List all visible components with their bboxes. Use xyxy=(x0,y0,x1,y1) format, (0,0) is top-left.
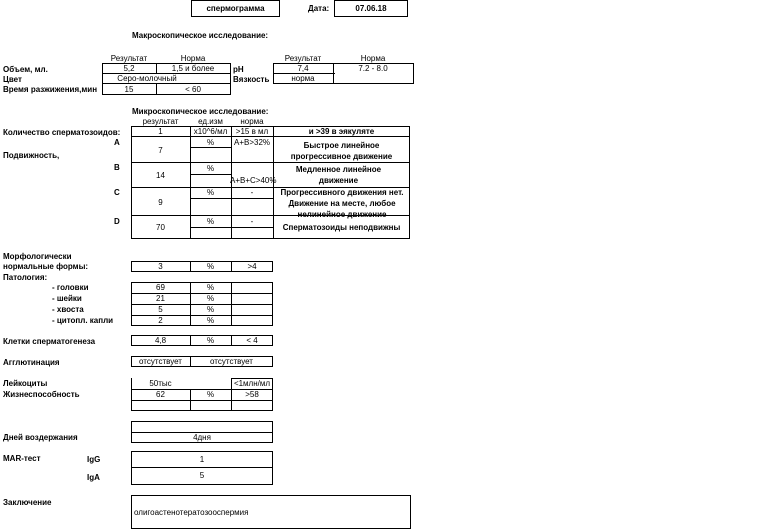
micro-col-result: результат xyxy=(142,117,179,126)
micro-col-unit: ед.изм xyxy=(198,117,223,126)
pathology-neck-label: - шейки xyxy=(52,294,82,303)
agglutination-label: Агглютинация xyxy=(3,358,60,367)
motility-letter-b: B xyxy=(114,163,120,172)
liquefaction-norm: < 60 xyxy=(185,85,201,94)
conclusion-label: Заключение xyxy=(3,498,52,507)
macro-col-norm-right: Норма xyxy=(360,54,386,63)
abstinence-value: 4дня xyxy=(193,433,211,442)
motility-a-norm: A+B>32% xyxy=(233,138,271,147)
motility-letter-c: C xyxy=(114,188,120,197)
motility-b-unit: % xyxy=(206,164,215,173)
sperm-cells-unit: % xyxy=(206,336,215,345)
viability-unit: % xyxy=(206,390,215,399)
sperm-cells-value: 4,8 xyxy=(154,336,167,345)
volume-value: 5,2 xyxy=(123,64,135,73)
mar-iga-label: IgA xyxy=(87,473,100,482)
ph-norm: 7.2 - 8.0 xyxy=(358,64,388,73)
leukocytes-label: Лейкоциты xyxy=(3,379,48,388)
morph-label-1: Морфологически xyxy=(3,252,72,261)
motility-c-desc: Прогрессивного движения нет. Движение на месте, любое нелинейное движение xyxy=(280,188,404,219)
page-title: спермограмма xyxy=(206,4,265,13)
micro-col-norm: норма xyxy=(240,117,264,126)
color-value: Серо-молочный xyxy=(117,74,177,83)
date-label: Дата: xyxy=(308,4,330,13)
macro-col-result-right: Результат xyxy=(284,54,322,63)
pathology-head-value: 69 xyxy=(156,283,165,292)
viscosity-label: Вязкость xyxy=(233,75,270,84)
macro-col-result-left: Результат xyxy=(110,54,148,63)
macro-title: Макроскопическое исследование: xyxy=(132,31,269,40)
leukocytes-value: 50тыс xyxy=(149,379,172,388)
motility-b-desc: Медленное линейное движение xyxy=(295,165,382,185)
pathology-label: Патология: xyxy=(3,273,48,282)
viscosity-value: норма xyxy=(291,74,315,83)
motility-d-desc: Сперматозоиды неподвижны xyxy=(282,223,401,232)
motility-a-desc: Быстрое линейное прогрессивное движение xyxy=(290,141,393,161)
motility-b-value: 14 xyxy=(156,171,165,180)
pathology-head-label: - головки xyxy=(52,283,89,292)
sperm-cells-label: Клетки сперматогенеза xyxy=(3,337,96,346)
motility-c-value: 9 xyxy=(158,198,163,207)
count-label: Количество сперматозоидов: xyxy=(3,128,121,137)
motility-a-value: 7 xyxy=(158,146,163,155)
abstinence-label: Дней воздержания xyxy=(3,433,78,442)
pathology-droplet-label: - цитопл. капли xyxy=(52,316,114,325)
leukocytes-norm: <1млн/мл xyxy=(233,379,271,388)
motility-c-unit: % xyxy=(206,188,215,197)
mar-igg-value: 1 xyxy=(199,455,205,464)
micro-title: Микроскопическое исследование: xyxy=(132,107,269,116)
conclusion-value: олигоастенотератозооспермия xyxy=(134,508,249,517)
motility-d-unit: % xyxy=(206,217,215,226)
mar-igg-label: IgG xyxy=(87,455,101,464)
viability-value: 62 xyxy=(156,390,165,399)
pathology-tail-unit: % xyxy=(206,305,215,314)
pathology-tail-value: 5 xyxy=(158,305,163,314)
morph-label-2: нормальные формы: xyxy=(3,262,89,271)
liquefaction-label: Время разжижения,мин xyxy=(3,85,98,94)
volume-norm: 1,5 и более xyxy=(171,64,215,73)
motility-b-norm: A+B+C>40% xyxy=(230,176,277,185)
viability-norm: >58 xyxy=(245,390,259,399)
motility-d-value: 70 xyxy=(156,223,165,232)
viability-label: Жизнеспособность xyxy=(3,390,80,399)
motility-c-norm: - xyxy=(250,188,254,197)
sperm-cells-norm: < 4 xyxy=(246,336,258,345)
count-norm: >15 в мл xyxy=(235,127,269,136)
count-unit: x10^6/мл xyxy=(193,127,228,136)
motility-letter-a: A xyxy=(114,138,120,147)
color-label: Цвет xyxy=(3,75,22,84)
morph-normal-norm: >4 xyxy=(247,262,257,271)
agglutination-value: отсутствует xyxy=(139,357,182,366)
macro-col-norm-left: Норма xyxy=(180,54,206,63)
liquefaction-value: 15 xyxy=(124,85,134,94)
morph-normal-unit: % xyxy=(206,262,215,271)
agglutination-norm: отсутствует xyxy=(210,357,253,366)
pathology-neck-value: 21 xyxy=(156,294,165,303)
count-note: и >39 в эякуляте xyxy=(308,127,375,136)
mar-label: MAR-тест xyxy=(3,454,41,463)
motility-a-unit: % xyxy=(206,138,215,147)
pathology-droplet-unit: % xyxy=(206,316,215,325)
motility-label: Подвижность, xyxy=(3,151,60,160)
pathology-tail-label: - хвоста xyxy=(52,305,84,314)
count-value: 1 xyxy=(158,127,163,136)
motility-letter-d: D xyxy=(114,217,120,226)
volume-label: Объем, мл. xyxy=(3,65,48,74)
pathology-head-unit: % xyxy=(206,283,215,292)
morph-normal-value: 3 xyxy=(158,262,163,271)
pathology-droplet-value: 2 xyxy=(158,316,163,325)
ph-value: 7,4 xyxy=(297,64,309,73)
pathology-neck-unit: % xyxy=(206,294,215,303)
ph-label: pH xyxy=(233,65,244,74)
mar-iga-value: 5 xyxy=(199,471,205,480)
motility-d-norm: - xyxy=(250,217,254,226)
date-value: 07.06.18 xyxy=(355,4,387,13)
